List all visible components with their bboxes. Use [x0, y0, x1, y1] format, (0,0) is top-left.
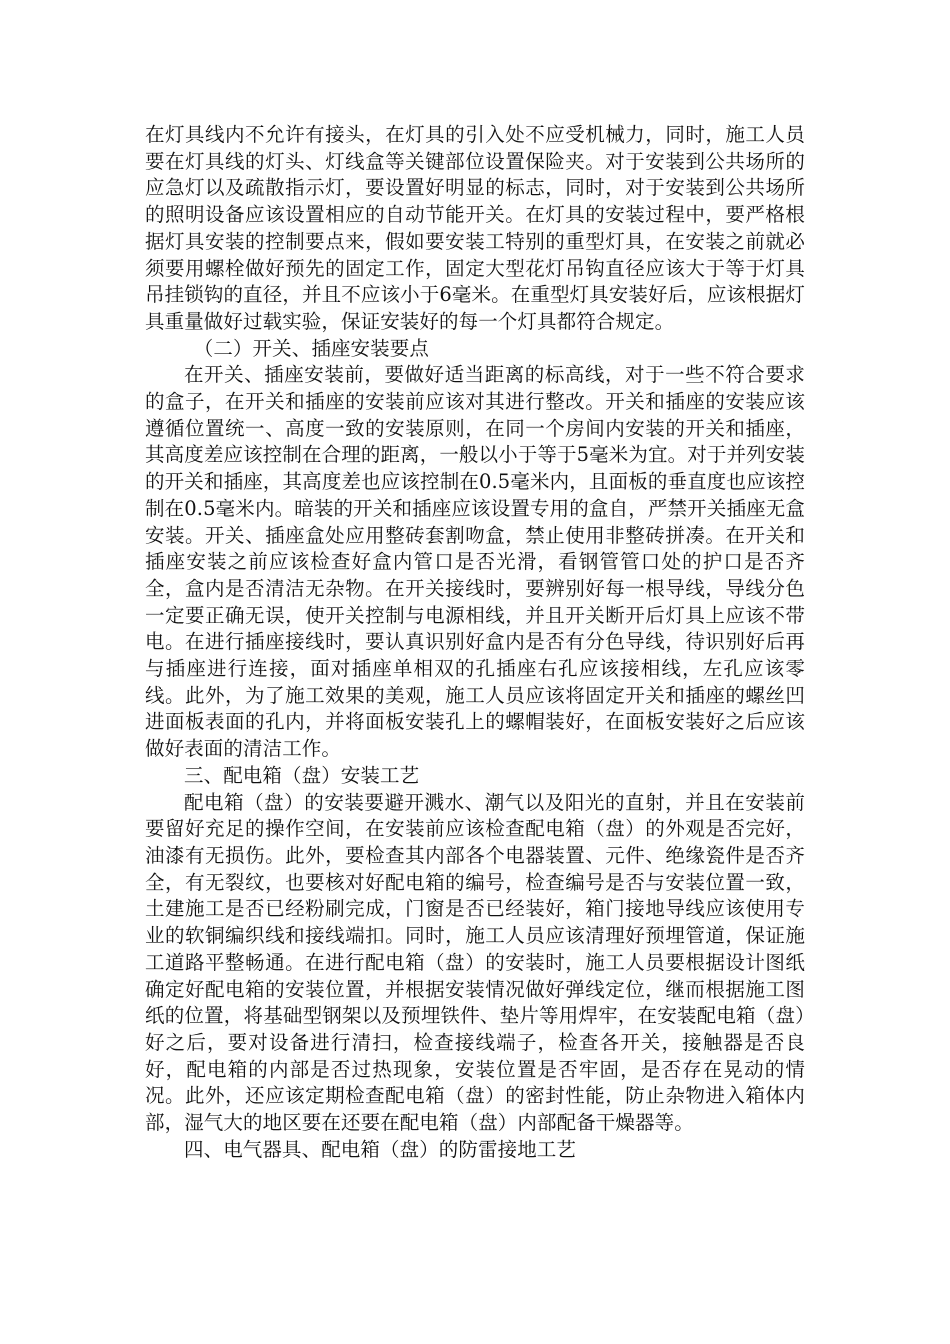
- heading-lightning-grounding: 四、电气器具、配电箱（盘）的防雷接地工艺: [184, 1137, 577, 1161]
- heading-distribution-box: 三、配电箱（盘）安装工艺: [184, 763, 420, 787]
- document-page: [145, 122, 805, 1163]
- subheading-switch-socket: （二）开关、插座安装要点: [193, 336, 429, 360]
- paragraph-lighting-installation: 在灯具线内不允许有接头，在灯具的引入处不应受机械力，同时，施工人员要在灯具线的灯头、灯线盒等关键部位设置保险夹。对于安装到公共场所的应急灯以及疏散指示灯，要设置好明显的标志，同时，对于安装到公共场所的照明设备应该设置相应的自动节能开关。在灯具的安装过程中，要严格根据灯具安装的控制要点来，假如要安装工特别的重型灯具，在安装之前就必须要用螺栓做好预先的固定工作，固定大型花灯吊钩直径应该大于等于灯具吊挂锁钩的直径，并且不应该小于6毫米。在重型灯具安装好后，应该根据灯具重量做好过载实验，保证安装好的每一个灯具都符合规定。: [145, 123, 805, 333]
- paragraph-distribution-box: 配电箱（盘）的安装要避开溅水、潮气以及阳光的直射，并且在安装前要留好充足的操作空间，在安装前应该检查配电箱（盘）的外观是否完好，油漆有无损伤。此外，要检查其内部各个电器装置、元件、绝缘瓷件是否齐全，有无裂纹，也要核对好配电箱的编号，检查编号是否与安装位置一致，土建施工是否已经粉刷完成，门窗是否已经装好，箱门接地导线应该使用专业的软铜编织线和接线端扣。同时，施工人员应该清理好预埋管道，保证施工道路平整畅通。在进行配电箱（盘）的安装时，施工人员要根据设计图纸确定好配电箱的安装位置，并根据安装情况做好弹线定位，继而根据施工图纸的位置，将基础型钢架以及预埋铁件、垫片等用焊牢，在安装配电箱（盘）好之后，要对设备进行清扫，检查接线端子，检查各开关，接触器是否良好，配电箱的内部是否过热现象，安装位置是否牢固，是否存在晃动的情况。此外，还应该定期检查配电箱（盘）的密封性能，防止杂物进入箱体内部，湿气大的地区要在还要在配电箱（盘）内部配备干燥器等。: [145, 790, 805, 1135]
- paragraph-switch-socket: 在开关、插座安装前，要做好适当距离的标高线，对于一些不符合要求的盒子，在开关和插座的安装前应该对其进行整改。开关和插座的安装应该遵循位置统一、高度一致的安装原则，在同一个房间内安装的开关和插座，其高度差应该控制在合理的距离，一般以小于等于5毫米为宜。对于并列安装的开关和插座，其高度差也应该控制在0.5毫米内，且面板的垂直度也应该控制在0.5毫米内。暗装的开关和插座应该设置专用的盒自，严禁开关插座无盒安装。开关、插座盒处应用整砖套割吻盒，禁止使用非整砖拼凑。在开关和插座安装之前应该检查好盒内管口是否光滑，看钢管管口处的护口是否齐全，盒内是否清洁无杂物。在开关接线时，要辨别好每一根导线，导线分色一定要正确无误，使开关控制与电源相线，并且开关断开后灯具上应该不带电。在进行插座接线时，要认真识别好盒内是否有分色导线，待识别好后再与插座进行连接，面对插座单相双的孔插座右孔应该接相线，左孔应该零线。此外，为了施工效果的美观，施工人员应该将固定开关和插座的螺丝凹进面板表面的孔内，并将面板安装孔上的螺帽装好，在面板安装好之后应该做好表面的清洁工作。: [145, 363, 805, 761]
